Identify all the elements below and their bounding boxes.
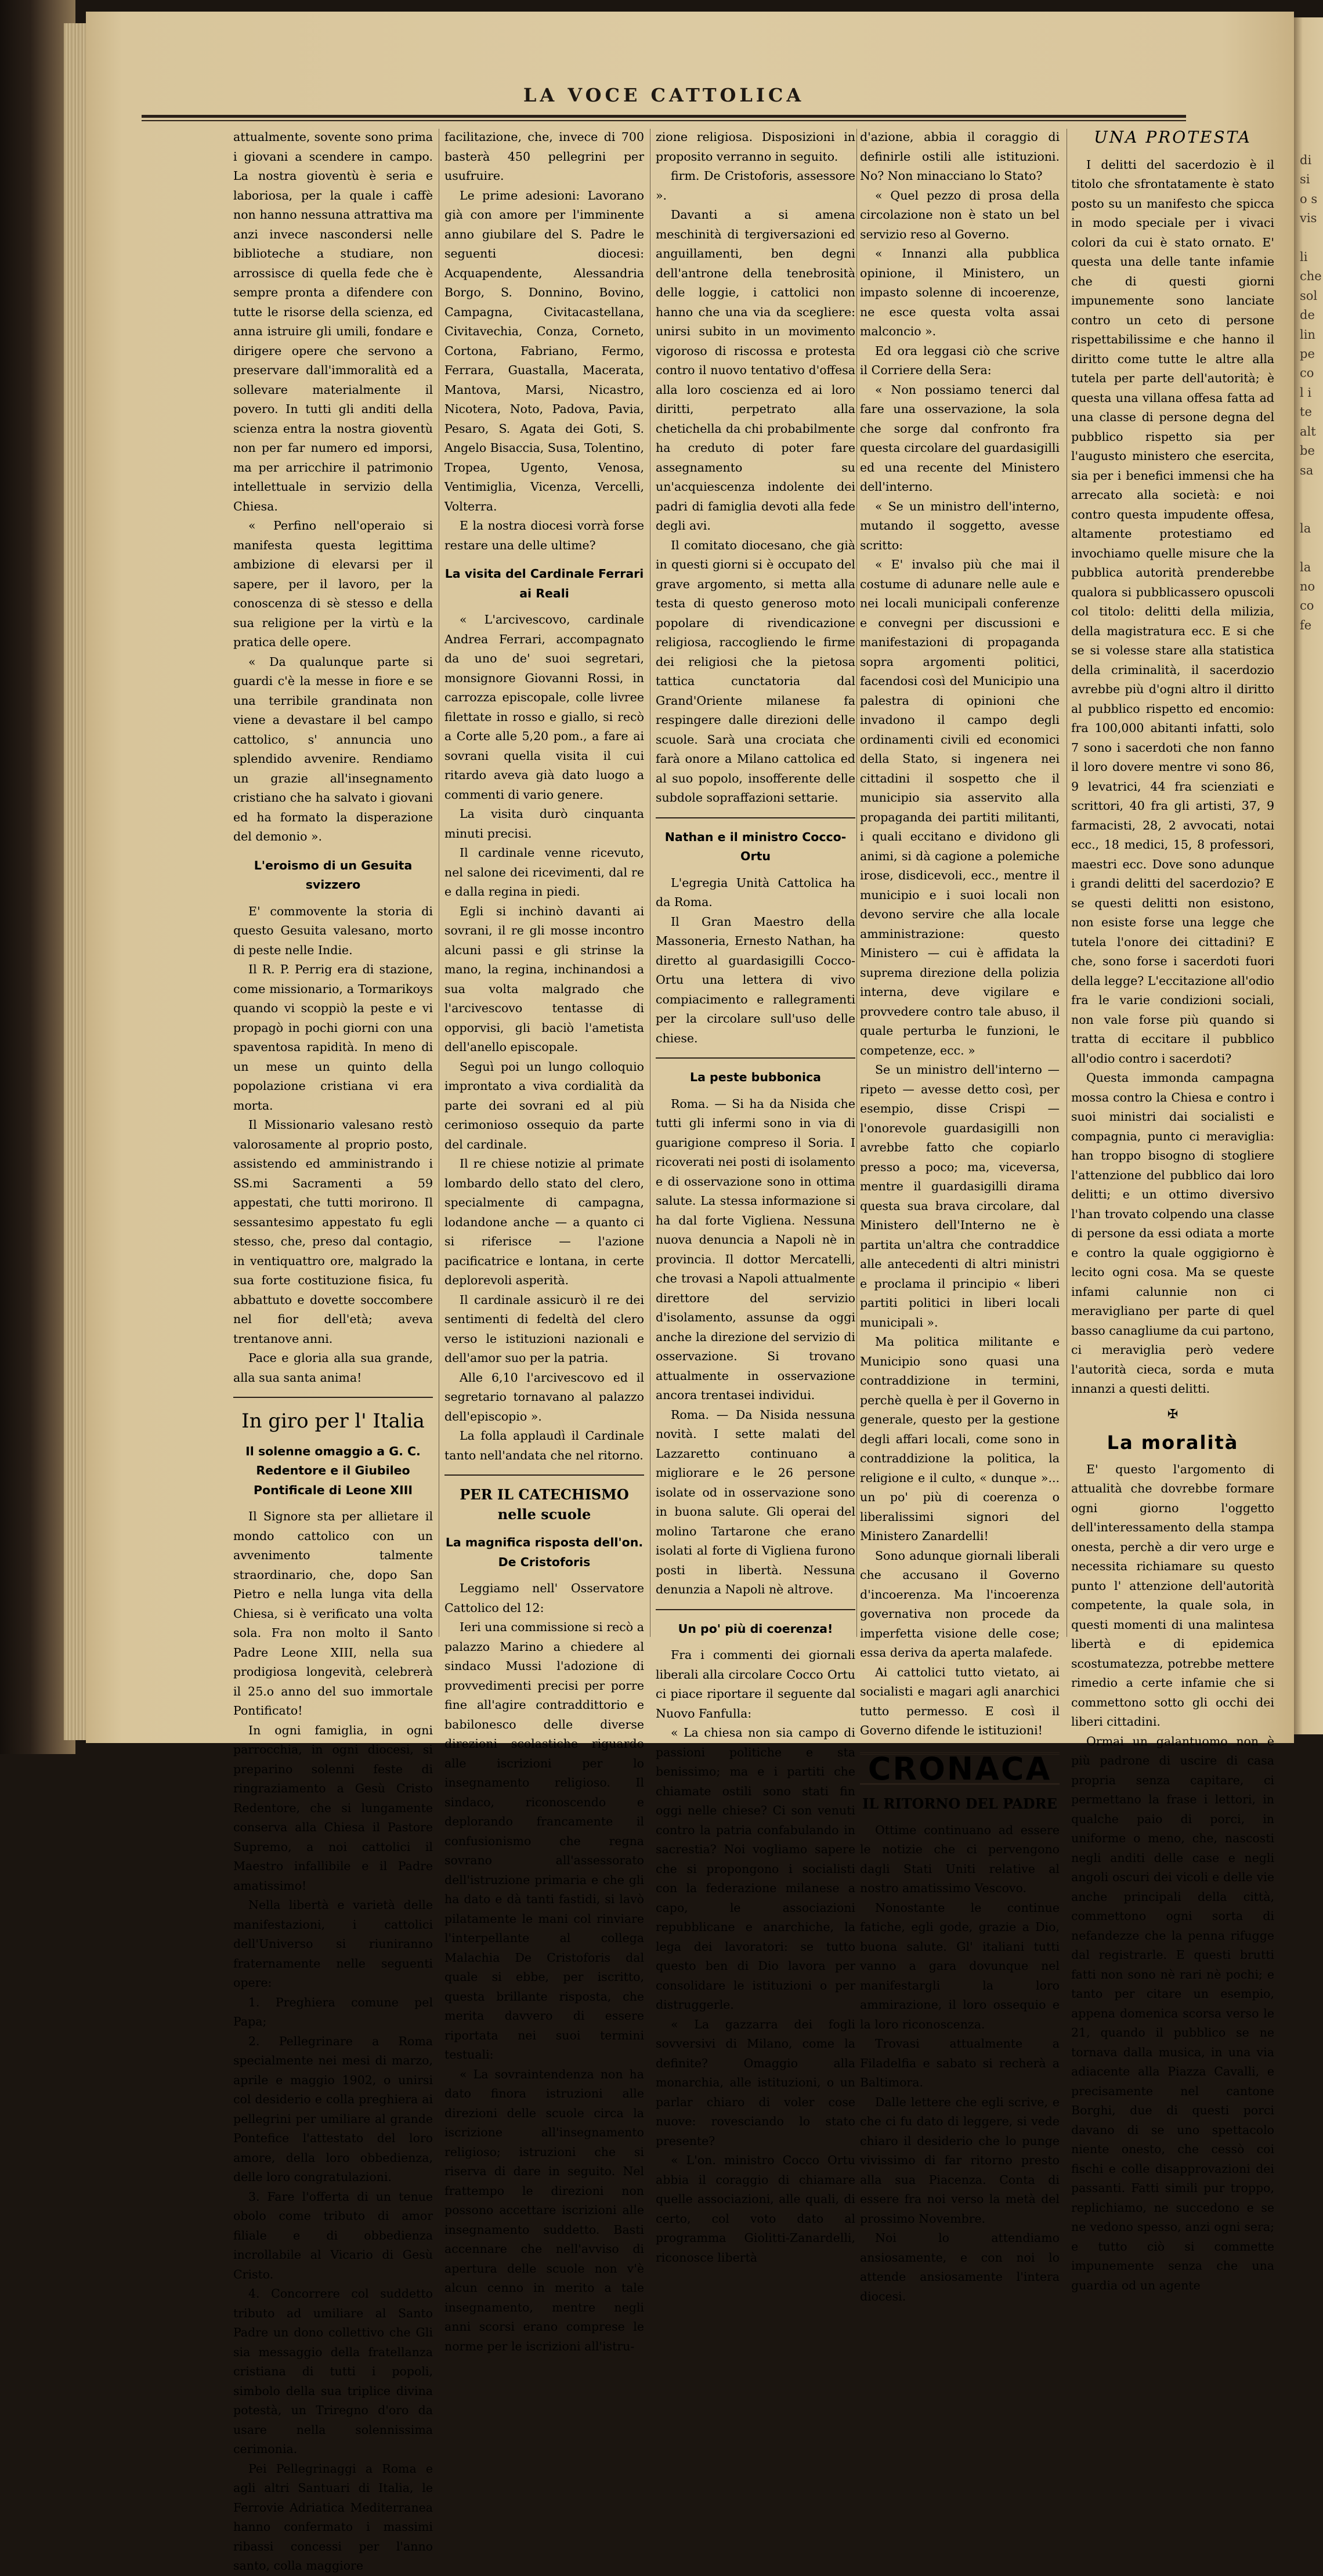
article-paragraph: Ai cattolici tutto vietato, ai socialisti e magari agli anarchici tutto permesso. E così il Governo difende le istituzioni! xyxy=(860,1665,1060,1737)
article-paragraph: « Innanzi alla pubblica opinione, il Ministero, un impasto solenne di incoerenze, ne esce questa volta assai malconcio ». xyxy=(860,247,1060,338)
article-paragraph: Il re chiese notizie al primate lombardo dello stato del clero, specialmente di campagna, lodandone anche — a quanto ci si riferisce — l'azione pacificatrice e lontana, in certe deplorevoli asperità. xyxy=(444,1157,644,1287)
article-paragraph: Se un ministro dell'interno — ripeto — avesse detto così, per esempio, disse Crispi — l'onorevole guardasigilli non avrebbe fatto che copiarlo presso a poco; ma, viceversa, mentre il guardasigilli dirama questa sua brava circolare, dal Ministero dell'Interno ne è partita un'altra che contraddice alle antecedenti di altri ministri e proclama il principio « liberi partiti politici in liberi locali municipali ». xyxy=(860,1063,1060,1329)
section-rule xyxy=(233,1397,433,1398)
column-3 xyxy=(656,128,855,2265)
article-paragraph: In ogni famiglia, in ogni parrocchia, in ogni diocesi, si preparino solenni feste di ringraziamento a Gesù Cristo Redentore, che si lungamente conserva alla Chiesa il Pastore Supremo, a noi cattolici il Maestro infallibile e il Padre amatissimo! xyxy=(233,1723,433,1893)
ornament: ✠ xyxy=(1167,1407,1179,1422)
article-paragraph: La folla applaudì il Cardinale tanto nell'andata che nel ritorno. xyxy=(444,1429,644,1462)
article-paragraph: Ma politica militante e Municipio sono quasi una contraddizione in termini, perchè quella è per il Governo in generale, questo per la gestione degli affari locali, come sono in contraddizione la politica, la religione e il culto, « dunque »... un po' più di coerenza o liberalissimi signori del Ministero Zanardelli! xyxy=(860,1335,1060,1543)
article-heading: CRONACA xyxy=(860,1752,1060,1785)
article-paragraph: « Se un ministro dell'interno, mutando il soggetto, avesse scritto: xyxy=(860,499,1060,552)
article-paragraph: Pace e gloria alla sua grande, alla sua santa anima! xyxy=(233,1351,433,1385)
article-paragraph: Roma. — Si ha da Nisida che tutti gli infermi sono in via di guarigione compreso il Soria. I ricoverati nei posti di isolamento e di osservazione sono in ottima salute. La stessa informazione si ha dal forte Vigliena. Nessuna nuova denuncia a Napoli nè in provincia. Il dottor Mercatelli, che trovasi a Napoli attualmente direttore del servizio d'isolamento, assunse da oggi anche la direzione del servizio di osservazione. Si trovano attualmente in osservazione ancora trentasei individui. xyxy=(656,1096,855,1402)
article-heading: IL RITORNO DEL PADRE xyxy=(862,1795,1057,1812)
article-paragraph: Le prime adesioni: Lavorano già con amore per l'imminente anno giubilare del S. Padre le seguenti diocesi: Acquapendente, Alessandria Borgo, S. Donnino, Bovino, Campagna, Civitacastellana, Civitavechia, Conza, Corneto, Cortona, Fabriano, Fermo, Ferrara, Guastalla, Macerata, Mantova, Marsi, Nicastro, Nicotera, Noto, Padova, Pavia, Pesaro, S. Agata dei Goti, S. Angelo Bisaccia, Susa, Tolentino, Tropea, Ugento, Venosa, Ventimiglia, Vicenza, Vercelli, Volterra. xyxy=(444,188,645,513)
article-paragraph: « Non possiamo tenerci dal fare una osservazione, la sola che sorge dal confronto fra questa circolare del guardasigilli ed una recente del Ministero dell'interno. xyxy=(860,382,1060,494)
article-paragraph: « L'on. ministro Cocco Ortu abbia il coraggio di chiamare quelle associazioni, alle quali, di certo, col voto dato al programma Giolitti-Zanardelli, riconosce libertà xyxy=(656,2153,855,2265)
article-paragraph: 2. Pellegrinare a Roma specialmente nei mesi di marzo, aprile e maggio 1902, o unirsi col desiderio e colla preghiera ai pellegrini per umiliare al grande Pontefice l'attestato del loro amore, della loro obbedienza, delle loro congratulazioni. xyxy=(233,2034,433,2184)
article-paragraph: « Perfino nell'operaio si manifesta questa legittima ambizione di elevarsi per il sapere, per il lavoro, per la conoscenza di sè stesso e della sua religione per la virtù e la pratica delle opere. xyxy=(233,519,433,649)
article-paragraph: Ormai un galantuomo non è più padrone di uscire di casa propria senza capitare, ci permettano la frase i lettori, in qualche paio di porci, in uniforme o meno, che, nascosti negli anditi delle case e negli angoli oscuri dei vicoli e delle vie anche principali della città, commettono ogni sorta di nefandezze che la penna rifugge dal registrarle. E questi brutti fatti non sono nè rari nè pochi; e tanto per citare un esempio, appena domenica scorsa verso le 21, quando il pubblico se ne tornava dalla musica, in una via adiacente alla Piazza Cavalli, e precisamente nel cantone Borghi, due di questi porci davano di se uno spettacolo niente onesto, che cessò coi fischi e colle disapprovazioni dei passanti. Fatti simili pur troppo, replichiamo, ne succedono e se ne vedono spesso, anzi ogni sera; e tutto ciò si commette impunemente senza che una guardia od un agente xyxy=(1071,1734,1274,2292)
article-paragraph: La visita durò cinquanta minuti precisi. xyxy=(444,807,644,840)
article-paragraph: Leggiamo nell' Osservatore Cattolico del 12: xyxy=(444,1581,644,1615)
article-paragraph: 3. Fare l'offerta di un tenue obolo come tributo di amor filiale e di obbedienza incrollabile al Vicario di Gesù Cristo. xyxy=(233,2189,433,2281)
article-paragraph: Egli si inchinò davanti ai sovrani, il re gli mosse incontro alcuni passi e gli strinse la mano, la regina, inchinandosi a sua volta malgrado che l'arcivescovo tentasse di opporvisi, gli baciò l'ametista dell'anello episcopale. xyxy=(444,904,644,1054)
article-heading: La moralità xyxy=(1107,1432,1239,1454)
article-heading: Il solenne omaggio a G. C. Redentore e il Giubileo Pontificale di Leone XIII xyxy=(245,1444,421,1497)
article-paragraph: Il Signore sta per allietare il mondo cattolico con un avvenimento talmente straordinario, che, dopo San Pietro e nella lunga vita della Chiesa, si è verificato una volta sola. Fra non molto il Santo Padre Leone XIII, nella sua prodigiosa longevità, celebrerà il 25.o anno del suo immortale Pontificato! xyxy=(233,1509,433,1718)
article-paragraph: « La gazzarra dei fogli sovversivi di Milano, come la definite? Omaggio alla monarchia, alle istituzioni, o un parlar chiaro di voler cose nuove: rovesciando lo stato presente? xyxy=(656,2017,855,2148)
article-paragraph: attualmente, sovente sono prima i giovani a scendere in campo. La nostra gioventù è seria e laboriosa, per la quale i caffè non hanno nessuna attrattiva ma anzi invece nascondersi nelle biblioteche a studiare, non arrossisce di quella fede che è sempre pronta a difendere con tutte le risorse della scienza, ed anna istruire gli umili, fondare e dirigere opere che servono a preservare dall'immoralità ed a sollevare materialmente il povero. In tutti gli anditi della scienza entra la nostra gioventù non per far numero ed imporsi, ma per arricchire il patrimonio intellettuale in servizio della Chiesa. xyxy=(233,130,433,513)
column-1 xyxy=(233,128,433,2573)
article-heading: Un po' più di coerenza! xyxy=(678,1621,833,1636)
section-rule xyxy=(656,1609,855,1610)
masthead: LA VOCE CATTOLICA xyxy=(523,84,805,106)
article-heading: Nathan e il ministro Cocco-Ortu xyxy=(664,829,847,863)
article-paragraph: 4. Concorrere col suddetto tributo ad umiliare al Santo Padre un dono collettivo che Gli sia messaggio della fratellanza cristiana di tutti i popoli, simbolo della sua triplice divina potestà, un Triregno d'oro da usare nella solennissima cerimonia. xyxy=(233,2287,433,2456)
article-paragraph: « La sovraintendenza non ha dato finora istruzioni alle direzioni delle scuole circa la iscrizione all'insegnamento religioso; istruzioni che si riserva di dare in seguito. Nel frattempo le direzioni non possono accettare iscrizioni alle insegnamento suddetto. Basti accennare che nell'avviso di apertura delle scuole non v'è alcun cenno in merito a tale insegnamento, mentre negli anni scorsi erano comprese le norme per le iscrizioni all'istru- xyxy=(444,2067,644,2353)
article-heading: In giro per l' Italia xyxy=(241,1410,425,1433)
article-paragraph: Nonostante le continue fatiche, egli gode, grazie a Dio, buona salute. Gl' italiani tutti vanno a gara dovunque nel manifestargli la loro ammirazione, il loro ossequio e la loro riconoscenza. xyxy=(860,1900,1060,2031)
section-rule xyxy=(656,817,855,818)
article-paragraph: Pei Pellegrinaggi a Roma e agli altri Santuari di Italia, le Ferrovie Adriatica Mediterranea hanno confermato i massimi ribassi concessi per l'anno santo, colla maggiore xyxy=(233,2461,433,2573)
article-paragraph: « E' invalso più che mai il costume di adunare nelle aule e nei locali municipali conferenze e convegni per discussioni e manifestazioni di propaganda sopra argomenti politici, facendosi così del Municipio una palestra di opinioni che invadono il campo degli ordinamenti civili ed economici della Stato, si ingenera nei cittadini il sospetto che il municipio sia asservito alla propaganda dei partiti militanti, i quali eccitano e dividono gli animi, si dà cagione a polemiche irose, disdicevoli, ecc., mentre il municipio e i suoi locali non devono servire che alla locale amministrazione: questo Ministero — cui è affidata la suprema direzione della polizia interna, deve vigilare e provvedere contro tale abuso, il quale perturba le funzioni, le competenze, ecc. » xyxy=(860,557,1060,1057)
column-5 xyxy=(1071,128,1274,2292)
article-paragraph: Questa immonda campagna mossa contro la Chiesa e contro i suoi ministri dai socialisti e compagnia, punto ci meraviglia: han troppo bisogno di stogliere l'attenzione del pubblico dai loro delitti; e un ottimo diversivo l'han trovato colpendo una classe di persone da essi odiata a morte e contro la quale oggigiorno è lecito ogni cosa. Ma se queste infami calunnie non ci meravigliano per parte di quel basso canagliume da cui partono, ci meraviglia però vedere l'autorità cieca, sorda e muta innanzi a questi delitti. xyxy=(1071,1071,1274,1396)
article-paragraph: « Quel pezzo di prosa della circolazione non è stato un bel servizio reso al Governo. xyxy=(860,188,1060,241)
header-rule xyxy=(142,115,1186,118)
article-paragraph: « L'arcivescovo, cardinale Andrea Ferrari, accompagnato da uno de' suoi segretari, monsignore Giovanni Rossi, in carrozza episcopale, colle livree filettate in rosso e giallo, si recò a Corte alle 5,20 pom., a fare ai sovrani quella visita il cui ritardo aveva già dato luogo a commenti di vario genere. xyxy=(444,613,644,802)
article-heading: La visita del Cardinale Ferrari ai Reali xyxy=(444,567,644,600)
article-paragraph: Trovasi attualmente a Filadelfia e sabato si recherà a Baltimora. xyxy=(860,2037,1060,2089)
article-paragraph: Noi lo attendiamo ansiosamente, e con noi lo attende ansiosamente l'intera diocesi. xyxy=(860,2231,1060,2303)
section-rule xyxy=(444,1474,644,1476)
article-paragraph: Seguì poi un lungo colloquio improntato a viva cordialità da parte dei sovrani ed al più cerimonioso ossequio da parte del cardinale. xyxy=(444,1059,644,1151)
article-paragraph: « Da qualunque parte si guardi c'è la messe in fiore e se una terribile grandinata non viene a devastare il bel campo cattolico, s' annuncia uno splendido avvenire. Rendiamo un grazie all'insegnamento cristiano che ha salvato i giovani ed ha formato la disperazione del demonio ». xyxy=(233,654,433,843)
article-heading: L'eroismo di un Gesuita svizzero xyxy=(254,858,413,892)
article-paragraph: d'azione, abbia il coraggio di definirle ostili alle istituzioni. No? Non minacciano lo Stato? xyxy=(860,130,1060,183)
article-paragraph: Il R. P. Perrig era di stazione, come missionario, a Tormarikoys quando vi scoppiò la peste e vi propagò in pochi giorni con una spaventosa rapidità. In meno di un mese un quinto della popolazione cristiana vi era morta. xyxy=(233,962,433,1113)
article-paragraph: Il cardinale venne ricevuto, nel salone dei ricevimenti, dal re e dalla regina in piedi. xyxy=(444,846,644,898)
article-paragraph: Fra i commenti dei giornali liberali alla circolare Cocco Ortu ci piace riportare il seguente dal Nuovo Fanfulla: xyxy=(656,1648,855,1720)
article-paragraph: Nella libertà e varietà delle manifestazioni, i cattolici dell'Universo si riuniranno fraternamente nelle seguenti opere: xyxy=(233,1898,433,1990)
section-rule xyxy=(656,1057,855,1059)
article-paragraph: Dalle lettere che egli scrive, e che ci fu dato di leggere, si vede chiaro il desiderio che lo punge vivissimo di far ritorno presto alla sua Piacenza. Conta di essere fra noi verso la metà del prossimo Novembre. xyxy=(860,2095,1060,2226)
next-page-edge xyxy=(1294,17,1323,1734)
article-paragraph: Davanti a si amena meschinità di tergiversazioni ed anguillamenti, ben degni dell'antrone della tenebrosità delle loggie, i cattolici non hanno che una via da scegliere: unirsi subito in un movimento vigoroso di riscossa e protesta contro il nuovo tentativo d'offesa alla loro coscienza ed ai loro diritti, perpetrato alla chetichella da chi probabilmente ha creduto di poter fare assegnamento su un'acquiescenza indolente dei padri di famiglia devoti alla fede degli avi. xyxy=(656,208,855,532)
header-rule-thin xyxy=(142,120,1186,121)
article-paragraph: Il Missionario valesano restò valorosamente al proprio posto, assistendo ed amministrando i SS.mi Sacramenti a 59 appestati, che tutti morirono. Il sessantesimo appestato fu egli stesso, che, preso dal contagio, in ventiquattro ore, malgrado la sua forte costituzione fisica, fu abbattuto e dovette soccombere nel fior dell'età; aveva trentanove anni. xyxy=(233,1118,433,1346)
article-paragraph: facilitazione, che, invece di 700 basterà 450 pellegrini per usufruire. xyxy=(444,130,644,183)
article-paragraph: zione religiosa. Disposizioni in proposito verranno in seguito. xyxy=(656,130,855,164)
article-paragraph: Il cardinale assicurò il re dei sentimenti di fedeltà del clero verso le istituzioni nazionali e dell'amor suo per la patria. xyxy=(444,1292,644,1365)
next-page-fragment: di si o s vis li che sol de lin pe co l i te alt be sa la la no co fe xyxy=(1300,153,1322,632)
article-paragraph: Alle 6,10 l'arcivescovo ed il segretario tornavano al palazzo dell'episcopio ». xyxy=(444,1370,644,1423)
article-paragraph: 1. Preghiera comune pel Papa; xyxy=(233,1995,433,2028)
article-paragraph: Ed ora leggasi ciò che scrive il Corriere della Sera: xyxy=(860,343,1060,377)
article-heading: PER IL CATECHISMO nelle scuole xyxy=(460,1486,629,1523)
article-paragraph: firm. De Cristoforis, assessore ». xyxy=(656,169,855,202)
article-paragraph: Il Gran Maestro della Massoneria, Ernesto Nathan, ha diretto al guardasigilli Cocco-Ortu una lettera di vivo compiacimento e rallegramenti per la circolare sull'uso delle chiese. xyxy=(656,914,855,1045)
article-heading: UNA PROTESTA xyxy=(1094,128,1252,147)
article-paragraph: Ieri una commissione si recò a palazzo Marino a chiedere al sindaco Mussi l'adozione di provvedimenti precisi per porre fine all'agire contraddittorio e babilonesco delle diverse direzioni scolastiche riguardo alle iscrizioni per lo insegnamento religioso. Il sindaco, riconoscendo e deplorando francamente il confusionismo che regna sovrano all'assessorato dell'istruzione primaria e che gli ha dato e dà tanti fastidi, si lavò pilatamente le mani col rinviare l'interpellante al collega Malachia De Cristoforis dal quale si ebbe, per iscritto, questa brillante risposta, che merita davvero di essere riportata nei suoi termini testuali: xyxy=(444,1620,644,2061)
article-paragraph: Ottime continuano ad essere le notizie che ci pervengono dagli Stati Uniti relative al nostro amatissimo Vescovo. xyxy=(860,1823,1060,1895)
article-paragraph: Il comitato diocesano, che già in questi giorni si è occupato del grave argomento, si metta alla testa di questo generoso moto popolare di rivendicazione religiosa, raccogliendo le firme dei religiosi che la pietosa tattica cunctatoria dal Grand'Oriente milanese fa respingere dalle direzioni delle scuole. Sarà una crociata che farà onore a Milano cattolica ed al suo popolo, insofferente delle subdole sopraffazioni settarie. xyxy=(656,538,855,805)
article-paragraph: Roma. — Da Nisida nessuna novità. I sette malati del Lazzaretto continuano a migliorare e le 26 persone isolate od in osservazione sono in buona salute. Gli operai del molino Tartarone che erano isolati al forte di Vigliena furono posti in libertà. Nessuna denunzia a Napoli nè altrove. xyxy=(656,1407,855,1596)
article-paragraph: Sono adunque giornali liberali che accusano il Governo d'incoerenza. Ma l'incoerenza governativa non procede da imperfetta visione delle cose; essa deriva da aperta malafede. xyxy=(860,1548,1060,1660)
article-paragraph: E la nostra diocesi vorrà forse restare una delle ultime? xyxy=(444,519,644,552)
article-paragraph: E' questo l'argomento di attualità che dovrebbe formare ogni giorno l'oggetto dell'interessamento della stampa onesta, perchè a dir vero urge e necessita richiamare su questo punto l' attenzione dell'autorità competente, la quale sola, in questi momenti di una malintesa libertà e di epidemica scostumatezza, potrebbe mettere rimedio a certe infamie che si commettono sotto gli occhi dei liberi cittadini. xyxy=(1071,1462,1274,1729)
article-paragraph: I delitti del sacerdozio è il titolo che sfrontatamente è stato posto su un manifesto che spicca in modo speciale per i vivaci colori da cui è stato ornato. E' questa una delle tante infamie che di questi giorni impunemente sono lanciate contro un ceto di persone rispettabilissime e che hanno il diritto come tutte le altre alla tutela per parte dell'autorità; è questa una villana offesa fatta ad una classe di persone degna del pubblico rispetto sia per l'augusto ministero che esercita, sia per i benefici immensi che ha arrecato alla società: e noi contro questa impudente offesa, altamente protestiamo ed invochiamo quelle misure che la pubblica autorità prenderebbe qualora si pubblicassero opuscoli col titolo: delitti della milizia, della magistratura ecc. E si che se si volesse stare alla statistica della criminalità, il sacerdozio avrebbe più d'ogni altro il diritto al pubblico rispetto ed encomio: fra 100,000 abitanti infatti, solo 7 sono i sacerdoti che non fanno il loro dovere mentre vi sono 86, 9 levatrici, 44 fra scienziati e scrittori, 40 fra gli artisti, 37, 9 farmacisti, 28, 2 avvocati, notai ecc., 18 medici, 15, 8 professori, maestri ecc. Dove sono adunque i grandi delitti del sacerdozio? E se questi delitti non esistono, non esiste forse una legge che tutela l'onore dei cittadini? E che, sono forse i sacerdoti fuori della legge? L'eccitazione all'odio fra le varie condizioni sociali, non vale forse più quando si tratta di eccitare il pubblico all'odio contro i sacerdoti? xyxy=(1071,157,1274,1066)
article-heading: La magnifica risposta dell'on. De Cristoforis xyxy=(445,1535,644,1569)
article-paragraph: L'egregia Unità Cattolica ha da Roma. xyxy=(656,875,855,909)
page-edges xyxy=(64,23,87,1740)
column-divider xyxy=(856,129,857,1637)
article-paragraph: E' commovente la storia di questo Gesuita valesano, morto di peste nelle Indie. xyxy=(233,904,433,957)
article-heading: La peste bubbonica xyxy=(690,1070,821,1084)
column-2 xyxy=(444,128,645,2353)
column-4 xyxy=(860,128,1060,2303)
article-paragraph: « La chiesa non sia campo di passioni politiche e sta benissimo; ma e i partiti che chiamate ostili sono stati fin oggi nelle chiese? Ci son venuti contro la patria confabulando in sacrestia? Noi vogliamo sapere che si propongono i socialisti con la federazione milanese a capo, le associazioni repubblicane e anarchiche, la lega dei lavoratori: se tutto questo ben di Dio lavora per consolidare le istituzioni o per distruggerle. xyxy=(656,1726,855,2012)
